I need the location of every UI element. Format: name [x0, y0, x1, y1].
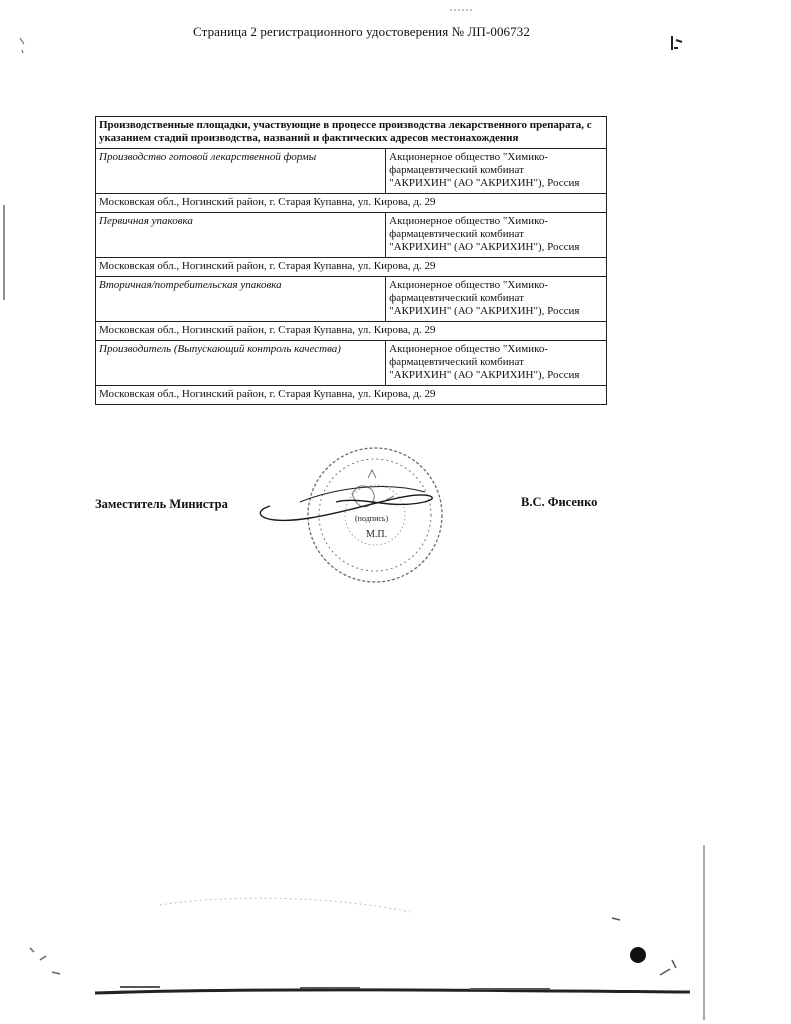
signature-caption: (подпись) [355, 514, 389, 523]
bottom-scan-smear-detail [120, 987, 550, 989]
company-line: фармацевтический комбинат [389, 228, 524, 240]
company-line: "АКРИХИН" (АО "АКРИХИН"), Россия [389, 305, 580, 317]
company-line: Акционерное общество "Химико- [389, 151, 549, 163]
bottom-right-specks [612, 918, 676, 975]
company-line: фармацевтический комбинат [389, 164, 524, 176]
certificate-page-title: Страница 2 регистрационного удостоверения № ЛП-006732 [193, 24, 530, 39]
signer-position: Заместитель Министра [95, 497, 228, 511]
signer-name: В.С. Фисенко [521, 495, 598, 509]
table-title: Производственные площадки, участвующие в процессе производства лекарственного препарата, с указанием стадий производства, названий и фактических адресов местонахождения [96, 117, 607, 149]
bottom-right-blot [630, 947, 646, 963]
address-cell: Московская обл., Ногинский район, г. Старая Купавна, ул. Кирова, д. 29 [96, 322, 607, 341]
bottom-left-specks [30, 948, 60, 974]
company-line: "АКРИХИН" (АО "АКРИХИН"), Россия [389, 241, 580, 253]
stage-cell: Первичная упаковка [96, 213, 386, 258]
stage-cell: Производство готовой лекарственной формы [96, 149, 386, 194]
company-line: Акционерное общество "Химико- [389, 279, 549, 291]
company-line: Акционерное общество "Химико- [389, 343, 549, 355]
company-line: фармацевтический комбинат [389, 292, 524, 304]
address-cell: Московская обл., Ногинский район, г. Старая Купавна, ул. Кирова, д. 29 [96, 194, 607, 213]
company-line: "АКРИХИН" (АО "АКРИХИН"), Россия [389, 177, 580, 189]
company-line: "АКРИХИН" (АО "АКРИХИН"), Россия [389, 369, 580, 381]
corner-speck-left [20, 38, 24, 53]
bottom-scan-smear [95, 990, 690, 993]
stage-cell: Вторичная/потребительская упаковка [96, 277, 386, 322]
address-cell: Московская обл., Ногинский район, г. Старая Купавна, ул. Кирова, д. 29 [96, 258, 607, 277]
company-line: фармацевтический комбинат [389, 356, 524, 368]
seal-caption: М.П. [366, 529, 388, 540]
stage-cell: Производитель (Выпускающий контроль качества) [96, 341, 386, 386]
faint-bottom-noise [160, 898, 410, 912]
address-cell: Московская обл., Ногинский район, г. Старая Купавна, ул. Кирова, д. 29 [96, 386, 607, 405]
corner-speck-right [672, 36, 682, 50]
company-line: Акционерное общество "Химико- [389, 215, 549, 227]
